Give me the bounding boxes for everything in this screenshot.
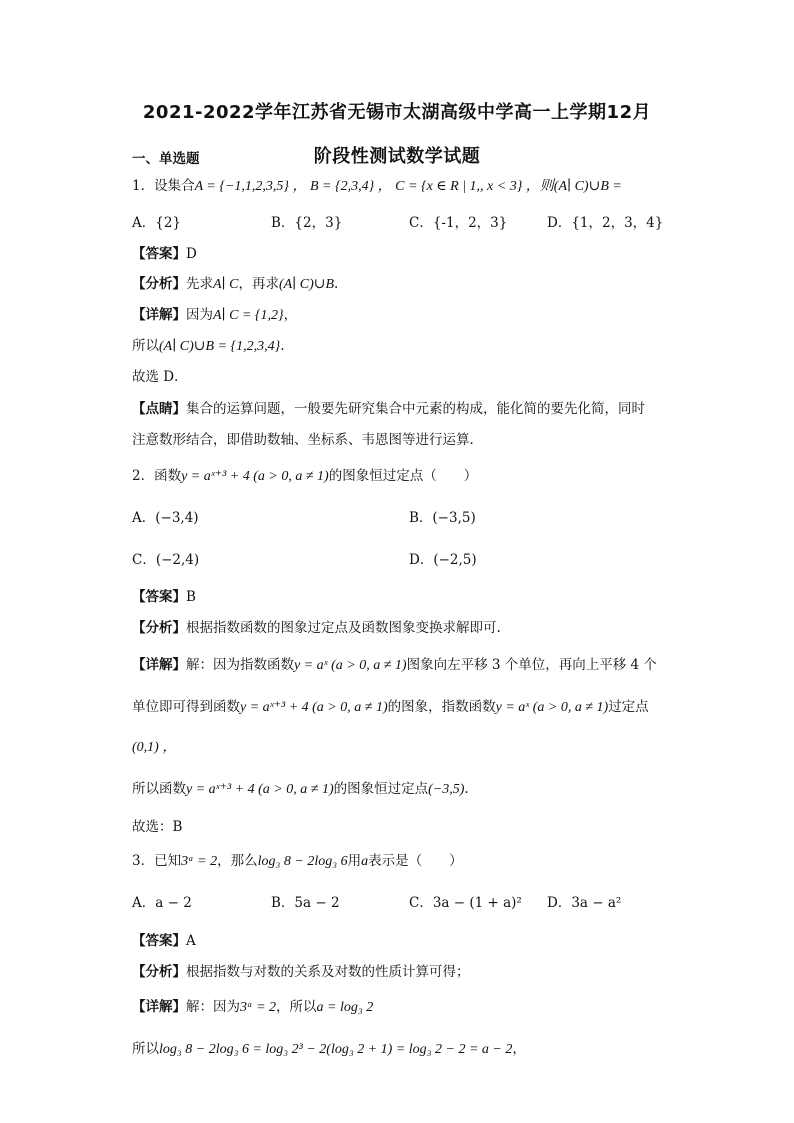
q3-detail (132, 998, 373, 1017)
q1-option-a: A．{2} (132, 215, 182, 231)
q2-detail1-b: 图象向左平移 3 个单位，再向上平移 4 个 (406, 657, 657, 673)
q1-line2-end: . (280, 338, 285, 354)
q3-final-line (132, 1040, 526, 1059)
q3-option-a: A．a − 2 (132, 895, 192, 911)
q1-option-b: B．{2，3} (271, 215, 343, 231)
q3-stem-suffix: 表示是（ ） (368, 853, 463, 869)
q3-last-end: ， (512, 1041, 526, 1057)
q1-option-c: C．{-1，2，3} (409, 215, 508, 231)
section-heading-single-choice: 一、单选题 (132, 151, 200, 167)
detail-tag: 【 详解 】 (132, 657, 186, 673)
q1-detail-end: ， (283, 307, 298, 323)
q2-detail2-a: 单位即可得到函数 (132, 699, 240, 715)
q3-last-a: 所以 (132, 1041, 159, 1057)
q2-answer (132, 588, 196, 606)
q2-detail1-a: 解：因为指数函数 (186, 657, 294, 673)
q2-option-a: A．(−3,4) (132, 510, 199, 526)
q1-stem-math: A = {−1,1,2,3,5} ， B = {2,3,4} ， C = {x ∈ R | 1,, x < 3} ，则(A∣ C)∪B = (194, 179, 622, 194)
q3-stem (132, 852, 463, 871)
q3-stem-math1: 3ᵃ = 2 (181, 854, 218, 869)
q3-option-c: C．3a − (1 + a)² (409, 895, 522, 911)
q3-detail-math2: a = log₃ 2 (316, 1000, 374, 1015)
q3-stem-mid: ，那么 (217, 853, 258, 869)
q2-analysis-text: 根据指数函数的图象过定点及函数图象变换求解即可. (186, 620, 501, 636)
q1-answer (132, 245, 197, 263)
q2-detail4-b: 的图象恒过定点 (333, 781, 429, 797)
q3-stem-math3: a (361, 854, 369, 869)
q3-analysis-text: 根据指数与对数的关系及对数的性质计算可得； (186, 964, 470, 980)
q2-conclusion: 故选：B (132, 819, 183, 835)
q1-detail-text: 因为 (186, 307, 213, 323)
q1-option-d: D．{1，2，3，4} (547, 215, 664, 231)
q1-analysis-math2: (A∣ C)∪B (278, 277, 335, 292)
document-title-line1: 2021-2022学年江苏省无锡市太湖高级中学高一上学期12月 (142, 102, 652, 123)
q3-option-d: D．3a − a² (547, 895, 622, 911)
q3-detail-b: ，所以 (276, 999, 317, 1015)
q3-detail-math1: 3ᵃ = 2 (240, 1000, 277, 1015)
q3-answer (132, 932, 196, 950)
q1-detail-math: A∣ C = {1,2} (213, 308, 284, 323)
q2-stem-suffix: 的图象恒过定点（ ） (328, 468, 478, 484)
q2-detail-line1 (132, 656, 657, 675)
q1-analysis-text: 先求 (186, 276, 213, 292)
q3-answer-value: A (186, 933, 196, 949)
q2-option-d: D．(−2,5) (409, 552, 477, 568)
q1-stem-prefix: 1．设集合 (132, 178, 195, 194)
q1-line2-math: (A∣ C)∪B = {1,2,3,4} (159, 339, 281, 354)
q1-analysis-end: . (334, 276, 339, 292)
q3-detail-a: 解：因为 (186, 999, 240, 1015)
analysis-tag: 【 分析 】 (132, 964, 186, 980)
q2-detail-line4 (132, 780, 469, 799)
q3-stem-math2: log₃ 8 − 2log₃ 6 (257, 854, 348, 869)
q1-conclusion: 故选 D． (132, 369, 188, 385)
q2-detail4-math: y = aˣ⁺³ + 4 (a > 0, a ≠ 1) (186, 782, 334, 797)
q3-stem-prefix: 3．已知 (132, 853, 182, 869)
q1-analysis-math1: A∣ C (213, 277, 239, 292)
q2-detail-line3: (0,1) ， (132, 740, 177, 755)
q3-stem-mid2: 用 (347, 853, 362, 869)
analysis-tag: 【 分析 】 (132, 276, 186, 292)
q2-stem-prefix: 2．函数 (132, 468, 182, 484)
q1-stem (132, 177, 622, 196)
q2-detail2-math2: y = aˣ (a > 0, a ≠ 1) (495, 700, 609, 715)
q2-answer-value: B (186, 589, 196, 605)
q2-detail-line2 (132, 698, 649, 717)
answer-tag: 【 答案 】 (132, 589, 186, 605)
q2-detail2-b: 的图象，指数函数 (387, 699, 496, 715)
q2-detail4-a: 所以函数 (132, 781, 186, 797)
detail-tag: 【 详解 】 (132, 307, 186, 323)
q1-comment-line2: 注意数形结合，即借助数轴、坐标系、韦恩图等进行运算． (132, 432, 483, 448)
answer-tag: 【 答案 】 (132, 246, 186, 262)
q2-analysis (132, 619, 501, 637)
document-title-line2: 阶段性测试数学试题 (313, 146, 481, 167)
detail-tag: 【 详解 】 (132, 999, 186, 1015)
q1-analysis-text2: ，再求 (238, 276, 279, 292)
q3-last-math: log₃ 8 − 2log₃ 6 = log₃ 2³ − 2(log₃ 2 + 1) = log₃ 2 − 2 = a − 2 (159, 1042, 513, 1057)
q2-detail2-c: 过定点 (608, 699, 649, 715)
comment-tag: 【 点睛 】 (132, 401, 186, 417)
q2-detail4-end: . (464, 781, 469, 797)
q1-analysis (132, 275, 338, 294)
q1-comment-text1: 集合的运算问题，一般要先研究集合中元素的构成，能化简的要先化简，同时 (186, 401, 645, 417)
analysis-tag: 【 分析 】 (132, 620, 186, 636)
q2-stem-math: y = aˣ⁺³ + 4 (a > 0, a ≠ 1) (181, 469, 329, 484)
q3-analysis (132, 963, 470, 981)
q1-answer-value: D (186, 246, 197, 262)
q1-comment-line1 (132, 400, 645, 418)
q2-stem (132, 467, 477, 486)
q1-detail-line2 (132, 337, 285, 356)
q1-detail (132, 306, 297, 325)
q2-detail2-math1: y = aˣ⁺³ + 4 (a > 0, a ≠ 1) (240, 700, 388, 715)
q2-option-c: C．(−2,4) (132, 552, 200, 568)
q2-detail1-math: y = aˣ (a > 0, a ≠ 1) (294, 658, 407, 673)
q1-line2-text: 所以 (132, 338, 159, 354)
answer-tag: 【 答案 】 (132, 933, 186, 949)
q2-detail4-math2: (−3,5) (428, 782, 465, 797)
q3-option-b: B．5a − 2 (271, 895, 340, 911)
q2-option-b: B．(−3,5) (409, 510, 476, 526)
